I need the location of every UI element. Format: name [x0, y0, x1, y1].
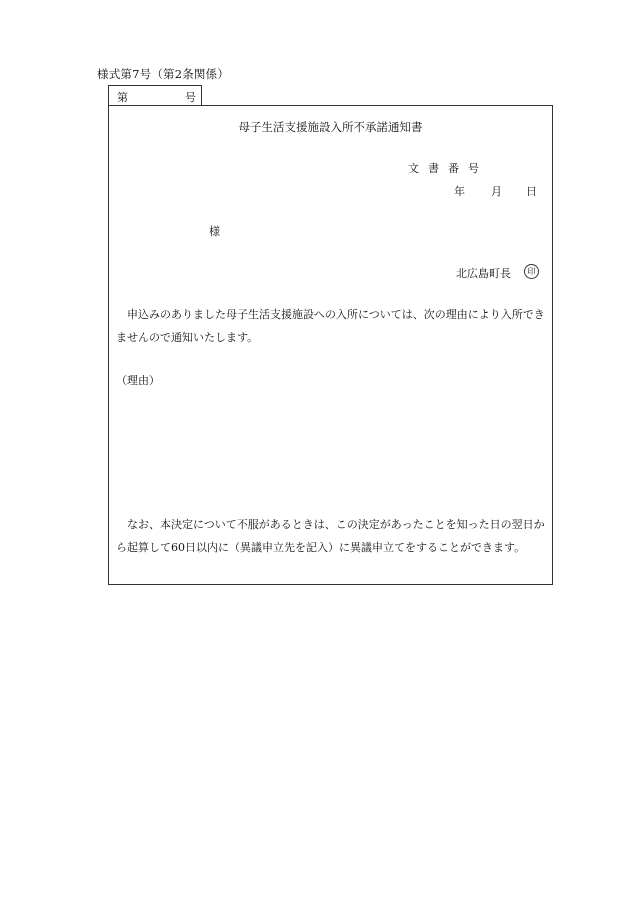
- sender-name: 北広島町長: [456, 267, 511, 280]
- reason-label: （理由）: [116, 374, 160, 387]
- document-title: 母子生活支援施設入所不承諾通知書: [238, 120, 423, 134]
- number-suffix: 号: [185, 91, 196, 104]
- notice-document: [108, 105, 553, 585]
- form-id-label: 様式第7号（第2条関係）: [97, 67, 230, 81]
- date-month-label: 月: [491, 185, 502, 198]
- number-box: [108, 85, 202, 105]
- date-day-label: 日: [526, 185, 537, 198]
- appeal-paragraph: なお、本決定について不服があるときは、この決定があったことを知った日の翌日から起算して60日以内に（異議申立先を記入）に異議申立てをすることができます。: [116, 518, 545, 554]
- document-number-label: 文書番号: [408, 162, 488, 175]
- addressee-honorific: 様: [209, 225, 220, 238]
- number-prefix: 第: [117, 91, 128, 104]
- date-year-label: 年: [454, 185, 465, 198]
- seal-icon: 印: [524, 264, 539, 279]
- notice-paragraph: 申込みのありました母子生活支援施設への入所については、次の理由により入所できませんので通知いたします。: [116, 308, 545, 344]
